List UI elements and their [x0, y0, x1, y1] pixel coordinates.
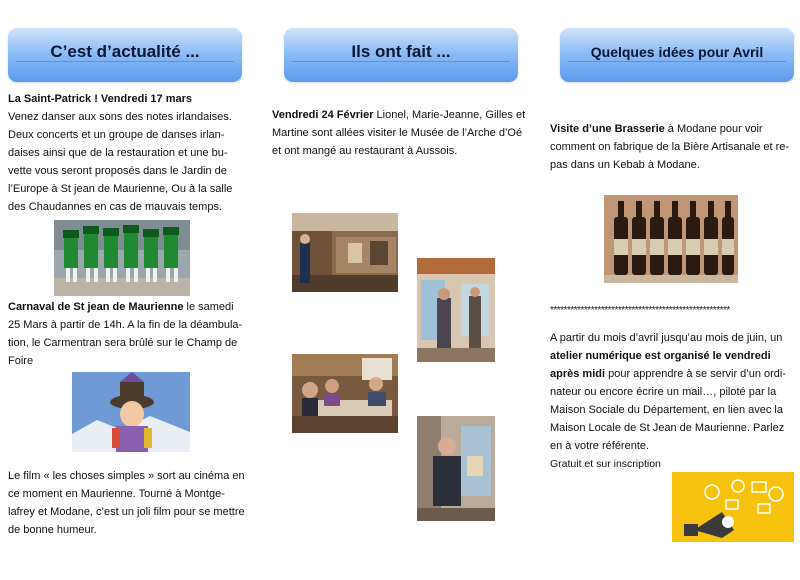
- carnaval-line: le samedi: [183, 301, 234, 313]
- atelier-bold: atelier numérique est organisé le vendredi: [550, 350, 771, 362]
- stpatrick-line: des Chaudannes en cas de mauvais temps.: [8, 201, 223, 213]
- atelier-line: Maison Sociale du Département, en lien avec la: [550, 404, 783, 416]
- photo-museum-visitor: [417, 416, 495, 521]
- film-line: lafrey et Modane, c’est un joli film pour se mettre: [8, 506, 245, 518]
- heading-banner-news: [8, 28, 242, 82]
- photo-museum-interior: [292, 213, 398, 292]
- stpatrick-title: La Saint-Patrick ! Vendredi 17 mars: [8, 93, 193, 105]
- heading-ideas: Quelques idées pour Avril: [590, 44, 764, 60]
- atelier-line: Maison Locale de St Jean de Maurienne. Parlez: [550, 422, 785, 434]
- atelier-line: nateur ou encore écrire un mail…, piloté par la: [550, 386, 777, 398]
- heading-banner-ideas: [560, 28, 794, 82]
- stpatrick-line: Deux concerts et un groupe de danses irlan-: [8, 129, 225, 141]
- film-line: de bonne humeur.: [8, 524, 97, 536]
- atelier-line: en à votre référente.: [550, 440, 650, 452]
- atelier-line: pour apprendre à se servir d’un ordi-: [605, 368, 787, 380]
- stpatrick-line: vette vous seront proposés dans le Jardin de: [8, 165, 227, 177]
- museum-text: [272, 106, 534, 160]
- photo-beer-bottles: [604, 195, 738, 283]
- photo-restaurant: [292, 354, 398, 433]
- heading-banner-done: [284, 28, 518, 82]
- brasserie-line: à Modane pour voir: [664, 123, 763, 135]
- film-text: [8, 467, 253, 539]
- brasserie-text: [550, 120, 800, 174]
- free-text: [550, 455, 800, 473]
- museum-line: et ont mangé au restaurant à Aussois.: [272, 145, 458, 157]
- carnaval-title: Carnaval de St jean de Maurienne: [8, 301, 184, 313]
- museum-line: Martine sont allées visiter le Musée de l’Arche d’Oé: [272, 127, 523, 139]
- museum-line: Lionel, Marie-Jeanne, Gilles et: [373, 109, 526, 121]
- heading-done: Ils ont fait ...: [351, 42, 451, 61]
- carnaval-line: tion, le Carmentran sera brûlé sur le Champ de: [8, 337, 238, 349]
- brasserie-line: comment on fabrique de la Bière Artisanale et re-: [550, 141, 790, 153]
- film-line: ce moment en Maurienne. Tourné à Montge-: [8, 488, 225, 500]
- separator-stars: [550, 302, 800, 320]
- photo-museum-display: [417, 258, 495, 362]
- column-news: [0, 0, 250, 580]
- heading-news: C’est d’actualité ...: [50, 42, 200, 61]
- column-ideas: [548, 0, 800, 580]
- photo-stpatrick-dancers: [54, 220, 190, 296]
- brasserie-title: Visite d’une Brasserie: [550, 123, 665, 135]
- illustration-digital-megaphone: [672, 472, 794, 542]
- stpatrick-text: [8, 90, 253, 216]
- atelier-bold: après midi: [550, 368, 606, 380]
- column-done: [270, 0, 535, 580]
- separator: *****************************************************: [550, 305, 730, 316]
- carnaval-text: [8, 298, 253, 370]
- banner-divider: [568, 61, 786, 62]
- stpatrick-line: Venez danser aux sons des notes irlandaises.: [8, 111, 232, 123]
- brasserie-line: pas dans un Kebab à Modane.: [550, 159, 700, 171]
- stpatrick-line: daises ainsi que de la restauration et une bu-: [8, 147, 228, 159]
- stpatrick-line: l’Europe à St jean de Maurienne, Ou à la salle: [8, 183, 233, 195]
- carnaval-line: 25 Mars à partir de 14h. A la fin de la déambula-: [8, 319, 243, 331]
- photo-carnaval-puppet: [72, 372, 190, 452]
- carnaval-line: Foire: [8, 355, 34, 367]
- atelier-text: [550, 329, 800, 455]
- museum-date: Vendredi 24 Février: [272, 109, 374, 121]
- film-line: Le film « les choses simples » sort au cinéma en: [8, 470, 245, 482]
- atelier-line: A partir du mois d’avril jusqu’au mois de juin, un: [550, 332, 783, 344]
- free-line: Gratuit et sur inscription: [550, 458, 661, 470]
